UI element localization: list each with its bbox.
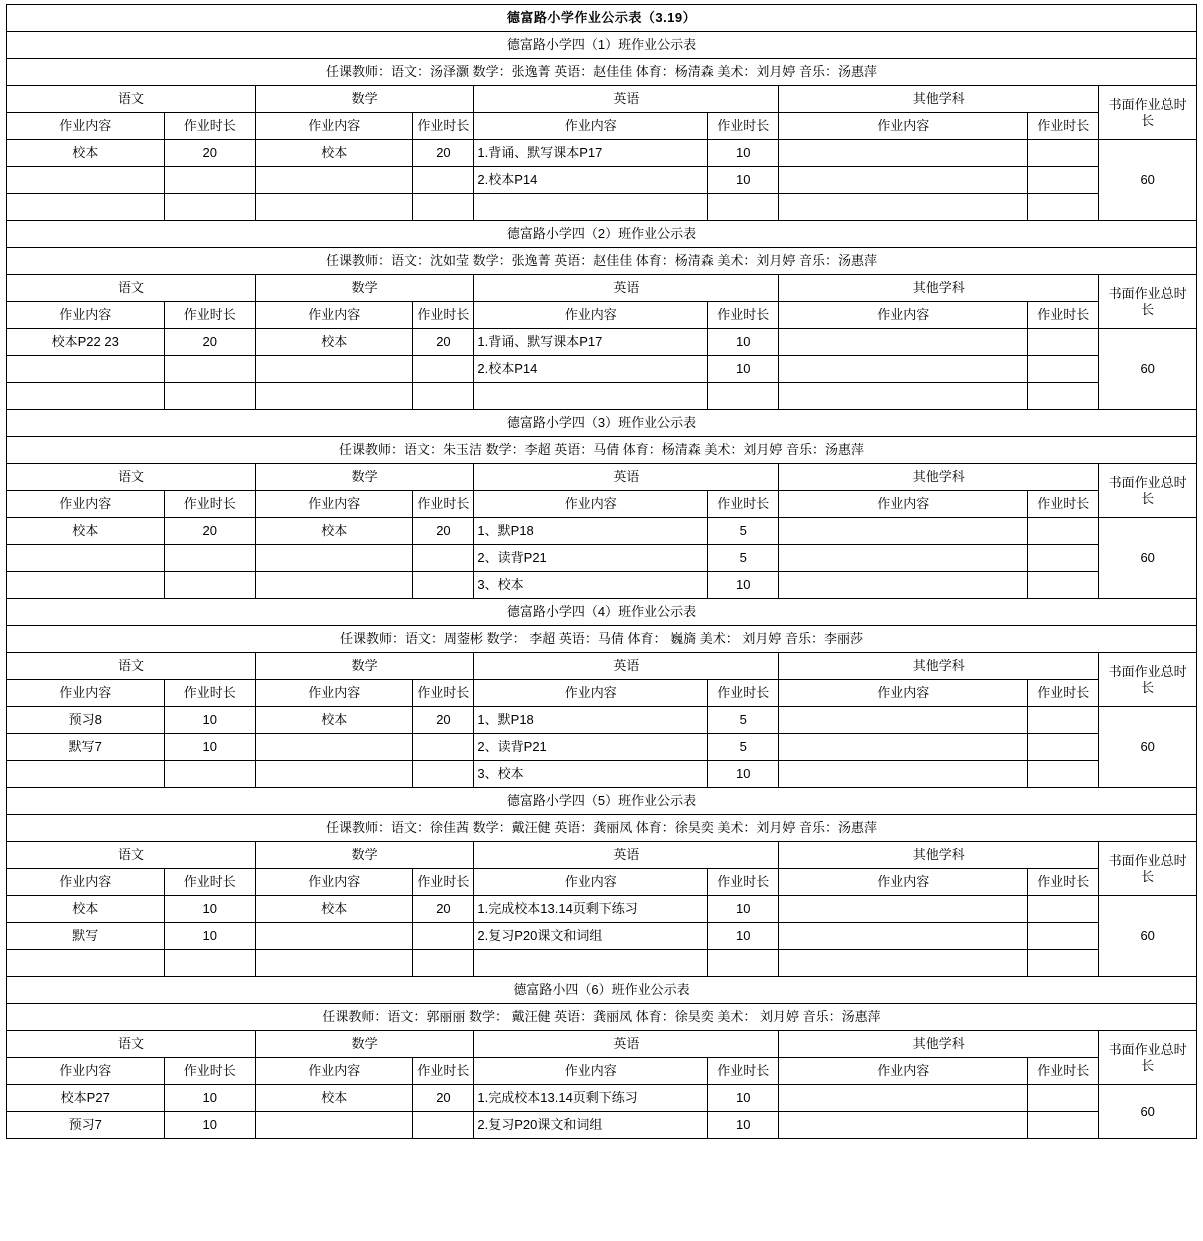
table-row bbox=[7, 1085, 1197, 1112]
cell-chinese-content[interactable]: 预习8 bbox=[7, 707, 165, 734]
header-duration-other: 作业时长 bbox=[1028, 113, 1099, 140]
cell-english-content[interactable]: 1.完成校本13.14页剩下练习 bbox=[474, 896, 708, 923]
cell-other-duration[interactable] bbox=[1028, 329, 1099, 356]
cell-chinese-duration[interactable] bbox=[164, 545, 255, 572]
header-duration-math: 作业时长 bbox=[413, 869, 474, 896]
cell-math-duration[interactable] bbox=[413, 761, 474, 788]
cell-english-content[interactable]: 2.校本P14 bbox=[474, 356, 708, 383]
cell-math-content[interactable] bbox=[255, 194, 413, 221]
subject-math: 数学 bbox=[255, 275, 473, 302]
cell-chinese-duration[interactable] bbox=[164, 761, 255, 788]
teacher-list: 任课教师：语文：沈如莹 数学：张逸菁 英语：赵佳佳 体育：杨清森 美术：刘月婷 音乐：汤惠萍 bbox=[7, 248, 1197, 275]
subject-other: 其他学科 bbox=[779, 464, 1099, 491]
subject-header-row bbox=[7, 275, 1197, 302]
cell-chinese-duration[interactable]: 20 bbox=[164, 140, 255, 167]
cell-chinese-content[interactable]: 默写 bbox=[7, 923, 165, 950]
class-header: 德富路小学四（1）班作业公示表 bbox=[7, 32, 1197, 59]
cell-other-duration[interactable] bbox=[1028, 950, 1099, 977]
cell-chinese-content[interactable]: 校本P22 23 bbox=[7, 329, 165, 356]
cell-english-duration[interactable]: 5 bbox=[708, 734, 779, 761]
cell-other-content[interactable] bbox=[779, 329, 1028, 356]
header-content-other: 作业内容 bbox=[779, 1058, 1028, 1085]
cell-math-duration[interactable] bbox=[413, 1112, 474, 1139]
cell-english-content[interactable]: 1.完成校本13.14页剩下练习 bbox=[474, 1085, 708, 1112]
header-content-other: 作业内容 bbox=[779, 680, 1028, 707]
header-duration-math: 作业时长 bbox=[413, 680, 474, 707]
teacher-list: 任课教师：语文：周蓥彬 数学： 李超 英语：马倩 体育： 巍旖 美术： 刘月婷 音乐：李丽莎 bbox=[7, 626, 1197, 653]
class-header: 德富路小学四（5）班作业公示表 bbox=[7, 788, 1197, 815]
cell-chinese-content[interactable] bbox=[7, 545, 165, 572]
cell-math-content[interactable]: 校本 bbox=[255, 896, 413, 923]
cell-chinese-content[interactable] bbox=[7, 761, 165, 788]
header-content-chinese: 作业内容 bbox=[7, 491, 165, 518]
table-row bbox=[7, 167, 1197, 194]
cell-chinese-content[interactable]: 校本 bbox=[7, 140, 165, 167]
cell-chinese-duration[interactable] bbox=[164, 383, 255, 410]
header-content-other: 作业内容 bbox=[779, 869, 1028, 896]
header-total-duration: 书面作业总时长 bbox=[1099, 86, 1197, 140]
cell-english-duration[interactable] bbox=[708, 194, 779, 221]
class-header-row bbox=[7, 788, 1197, 815]
column-header-row bbox=[7, 113, 1197, 140]
table-row bbox=[7, 383, 1197, 410]
cell-chinese-content[interactable] bbox=[7, 383, 165, 410]
header-duration-math: 作业时长 bbox=[413, 491, 474, 518]
header-total-duration: 书面作业总时长 bbox=[1099, 275, 1197, 329]
table-row bbox=[7, 572, 1197, 599]
cell-english-duration[interactable]: 10 bbox=[708, 167, 779, 194]
class-header: 德富路小学四（3）班作业公示表 bbox=[7, 410, 1197, 437]
subject-header-row bbox=[7, 86, 1197, 113]
class-header: 德富路小学四（4）班作业公示表 bbox=[7, 599, 1197, 626]
cell-chinese-content[interactable]: 预习7 bbox=[7, 1112, 165, 1139]
subject-header-row bbox=[7, 464, 1197, 491]
cell-math-content[interactable] bbox=[255, 383, 413, 410]
header-total-duration: 书面作业总时长 bbox=[1099, 653, 1197, 707]
cell-chinese-content[interactable]: 默写7 bbox=[7, 734, 165, 761]
header-duration-chinese: 作业时长 bbox=[164, 680, 255, 707]
header-duration-other: 作业时长 bbox=[1028, 1058, 1099, 1085]
cell-other-content[interactable] bbox=[779, 545, 1028, 572]
class-header: 德富路小学四（2）班作业公示表 bbox=[7, 221, 1197, 248]
cell-total-duration[interactable]: 60 bbox=[1099, 329, 1197, 410]
table-row bbox=[7, 518, 1197, 545]
cell-math-duration[interactable]: 20 bbox=[413, 518, 474, 545]
cell-chinese-duration[interactable]: 10 bbox=[164, 707, 255, 734]
cell-math-duration[interactable] bbox=[413, 545, 474, 572]
table-row bbox=[7, 734, 1197, 761]
subject-math: 数学 bbox=[255, 842, 473, 869]
cell-other-duration[interactable] bbox=[1028, 356, 1099, 383]
cell-english-duration[interactable]: 5 bbox=[708, 707, 779, 734]
cell-english-duration[interactable]: 10 bbox=[708, 572, 779, 599]
teacher-list: 任课教师：语文：朱玉洁 数学：李超 英语：马倩 体育：杨清森 美术：刘月婷 音乐：汤惠萍 bbox=[7, 437, 1197, 464]
subject-math: 数学 bbox=[255, 86, 473, 113]
header-duration-other: 作业时长 bbox=[1028, 491, 1099, 518]
subject-english: 英语 bbox=[474, 842, 779, 869]
cell-english-content[interactable]: 1.背诵、默写课本P17 bbox=[474, 140, 708, 167]
cell-chinese-content[interactable] bbox=[7, 950, 165, 977]
table-row bbox=[7, 761, 1197, 788]
header-content-other: 作业内容 bbox=[779, 491, 1028, 518]
subject-chinese: 语文 bbox=[7, 842, 256, 869]
cell-english-duration[interactable]: 5 bbox=[708, 545, 779, 572]
subject-english: 英语 bbox=[474, 1031, 779, 1058]
cell-total-duration[interactable]: 60 bbox=[1099, 707, 1197, 788]
table-row bbox=[7, 707, 1197, 734]
subject-other: 其他学科 bbox=[779, 1031, 1099, 1058]
header-content-english: 作业内容 bbox=[474, 491, 708, 518]
cell-other-content[interactable] bbox=[779, 518, 1028, 545]
cell-chinese-duration[interactable] bbox=[164, 572, 255, 599]
header-duration-chinese: 作业时长 bbox=[164, 302, 255, 329]
teacher-list: 任课教师：语文：徐佳茜 数学：戴汪健 英语：龚丽凤 体育：徐昊奕 美术：刘月婷 音乐：汤惠萍 bbox=[7, 815, 1197, 842]
cell-other-duration[interactable] bbox=[1028, 194, 1099, 221]
cell-chinese-content[interactable] bbox=[7, 194, 165, 221]
header-duration-chinese: 作业时长 bbox=[164, 869, 255, 896]
table-row bbox=[7, 896, 1197, 923]
cell-other-duration[interactable] bbox=[1028, 707, 1099, 734]
cell-english-content[interactable]: 1.背诵、默写课本P17 bbox=[474, 329, 708, 356]
cell-chinese-duration[interactable]: 20 bbox=[164, 329, 255, 356]
table-row bbox=[7, 329, 1197, 356]
cell-other-duration[interactable] bbox=[1028, 140, 1099, 167]
cell-english-duration[interactable]: 10 bbox=[708, 923, 779, 950]
header-duration-english: 作业时长 bbox=[708, 680, 779, 707]
cell-english-duration[interactable]: 5 bbox=[708, 518, 779, 545]
table-row bbox=[7, 140, 1197, 167]
cell-chinese-duration[interactable] bbox=[164, 167, 255, 194]
cell-other-duration[interactable] bbox=[1028, 896, 1099, 923]
subject-chinese: 语文 bbox=[7, 1031, 256, 1058]
cell-chinese-content[interactable]: 校本P27 bbox=[7, 1085, 165, 1112]
cell-math-content[interactable] bbox=[255, 356, 413, 383]
cell-english-content[interactable]: 2.复习P20课文和词组 bbox=[474, 1112, 708, 1139]
column-header-row bbox=[7, 491, 1197, 518]
cell-math-duration[interactable]: 20 bbox=[413, 896, 474, 923]
cell-math-duration[interactable]: 20 bbox=[413, 1085, 474, 1112]
cell-other-content[interactable] bbox=[779, 950, 1028, 977]
cell-other-content[interactable] bbox=[779, 1112, 1028, 1139]
cell-other-content[interactable] bbox=[779, 707, 1028, 734]
header-total-duration: 书面作业总时长 bbox=[1099, 1031, 1197, 1085]
header-content-chinese: 作业内容 bbox=[7, 680, 165, 707]
cell-other-duration[interactable] bbox=[1028, 572, 1099, 599]
subject-english: 英语 bbox=[474, 275, 779, 302]
table-body bbox=[7, 5, 1197, 1139]
cell-other-content[interactable] bbox=[779, 572, 1028, 599]
subject-chinese: 语文 bbox=[7, 653, 256, 680]
cell-total-duration[interactable]: 60 bbox=[1099, 518, 1197, 599]
cell-math-content[interactable] bbox=[255, 545, 413, 572]
cell-english-duration[interactable]: 10 bbox=[708, 356, 779, 383]
cell-math-content[interactable] bbox=[255, 167, 413, 194]
header-content-other: 作业内容 bbox=[779, 302, 1028, 329]
column-header-row bbox=[7, 1058, 1197, 1085]
class-header-row bbox=[7, 32, 1197, 59]
cell-chinese-duration[interactable]: 10 bbox=[164, 1112, 255, 1139]
subject-other: 其他学科 bbox=[779, 653, 1099, 680]
header-duration-english: 作业时长 bbox=[708, 869, 779, 896]
cell-math-duration[interactable] bbox=[413, 950, 474, 977]
subject-chinese: 语文 bbox=[7, 275, 256, 302]
cell-english-content[interactable] bbox=[474, 383, 708, 410]
teacher-list: 任课教师：语文：郭丽丽 数学： 戴汪健 英语：龚丽凤 体育：徐昊奕 美术： 刘月婷 音乐：汤惠萍 bbox=[7, 1004, 1197, 1031]
subject-header-row bbox=[7, 653, 1197, 680]
header-content-chinese: 作业内容 bbox=[7, 869, 165, 896]
subject-other: 其他学科 bbox=[779, 86, 1099, 113]
header-duration-chinese: 作业时长 bbox=[164, 113, 255, 140]
cell-english-content[interactable] bbox=[474, 950, 708, 977]
header-duration-english: 作业时长 bbox=[708, 491, 779, 518]
teacher-list: 任课教师：语文：汤泽灏 数学：张逸菁 英语：赵佳佳 体育：杨清森 美术：刘月婷 音乐：汤惠萍 bbox=[7, 59, 1197, 86]
header-content-english: 作业内容 bbox=[474, 113, 708, 140]
cell-other-duration[interactable] bbox=[1028, 923, 1099, 950]
subject-math: 数学 bbox=[255, 464, 473, 491]
header-content-english: 作业内容 bbox=[474, 680, 708, 707]
header-content-chinese: 作业内容 bbox=[7, 302, 165, 329]
column-header-row bbox=[7, 869, 1197, 896]
cell-math-duration[interactable] bbox=[413, 167, 474, 194]
cell-math-content[interactable]: 校本 bbox=[255, 329, 413, 356]
cell-chinese-duration[interactable]: 10 bbox=[164, 923, 255, 950]
cell-english-duration[interactable]: 10 bbox=[708, 329, 779, 356]
table-row bbox=[7, 194, 1197, 221]
homework-public-table bbox=[6, 4, 1197, 1139]
header-duration-math: 作业时长 bbox=[413, 302, 474, 329]
cell-chinese-duration[interactable]: 10 bbox=[164, 734, 255, 761]
cell-math-duration[interactable] bbox=[413, 923, 474, 950]
cell-english-content[interactable]: 3、校本 bbox=[474, 761, 708, 788]
cell-other-content[interactable] bbox=[779, 194, 1028, 221]
header-content-math: 作业内容 bbox=[255, 491, 413, 518]
table-row bbox=[7, 950, 1197, 977]
cell-other-content[interactable] bbox=[779, 356, 1028, 383]
subject-math: 数学 bbox=[255, 1031, 473, 1058]
cell-chinese-duration[interactable] bbox=[164, 356, 255, 383]
subject-other: 其他学科 bbox=[779, 842, 1099, 869]
cell-chinese-duration[interactable] bbox=[164, 950, 255, 977]
subject-header-row bbox=[7, 842, 1197, 869]
cell-math-content[interactable] bbox=[255, 923, 413, 950]
cell-other-content[interactable] bbox=[779, 140, 1028, 167]
cell-english-duration[interactable] bbox=[708, 950, 779, 977]
cell-math-duration[interactable] bbox=[413, 356, 474, 383]
cell-other-content[interactable] bbox=[779, 1085, 1028, 1112]
cell-english-duration[interactable]: 10 bbox=[708, 1085, 779, 1112]
cell-english-content[interactable]: 1、默P18 bbox=[474, 707, 708, 734]
header-duration-other: 作业时长 bbox=[1028, 680, 1099, 707]
class-header-row bbox=[7, 410, 1197, 437]
subject-chinese: 语文 bbox=[7, 86, 256, 113]
cell-math-content[interactable]: 校本 bbox=[255, 707, 413, 734]
cell-math-duration[interactable]: 20 bbox=[413, 329, 474, 356]
cell-chinese-duration[interactable]: 10 bbox=[164, 1085, 255, 1112]
cell-math-duration[interactable]: 20 bbox=[413, 707, 474, 734]
header-content-english: 作业内容 bbox=[474, 1058, 708, 1085]
header-content-math: 作业内容 bbox=[255, 302, 413, 329]
cell-other-content[interactable] bbox=[779, 167, 1028, 194]
cell-other-duration[interactable] bbox=[1028, 1112, 1099, 1139]
table-row bbox=[7, 356, 1197, 383]
cell-math-duration[interactable] bbox=[413, 734, 474, 761]
cell-math-content[interactable] bbox=[255, 761, 413, 788]
teacher-row bbox=[7, 815, 1197, 842]
cell-other-duration[interactable] bbox=[1028, 734, 1099, 761]
cell-math-content[interactable] bbox=[255, 734, 413, 761]
header-duration-other: 作业时长 bbox=[1028, 869, 1099, 896]
subject-english: 英语 bbox=[474, 86, 779, 113]
class-header-row bbox=[7, 221, 1197, 248]
header-duration-math: 作业时长 bbox=[413, 113, 474, 140]
cell-other-content[interactable] bbox=[779, 761, 1028, 788]
cell-math-content[interactable] bbox=[255, 572, 413, 599]
header-duration-english: 作业时长 bbox=[708, 113, 779, 140]
cell-english-content[interactable]: 2.校本P14 bbox=[474, 167, 708, 194]
cell-other-content[interactable] bbox=[779, 923, 1028, 950]
cell-other-duration[interactable] bbox=[1028, 761, 1099, 788]
cell-chinese-content[interactable] bbox=[7, 167, 165, 194]
class-header-row bbox=[7, 977, 1197, 1004]
header-total-duration: 书面作业总时长 bbox=[1099, 842, 1197, 896]
cell-other-duration[interactable] bbox=[1028, 518, 1099, 545]
cell-english-duration[interactable] bbox=[708, 383, 779, 410]
header-total-duration: 书面作业总时长 bbox=[1099, 464, 1197, 518]
cell-math-duration[interactable] bbox=[413, 383, 474, 410]
teacher-row bbox=[7, 248, 1197, 275]
cell-other-content[interactable] bbox=[779, 383, 1028, 410]
cell-english-duration[interactable]: 10 bbox=[708, 761, 779, 788]
title-row bbox=[7, 5, 1197, 32]
header-content-math: 作业内容 bbox=[255, 113, 413, 140]
cell-other-content[interactable] bbox=[779, 734, 1028, 761]
subject-chinese: 语文 bbox=[7, 464, 256, 491]
cell-english-content[interactable]: 3、校本 bbox=[474, 572, 708, 599]
teacher-row bbox=[7, 59, 1197, 86]
header-content-chinese: 作业内容 bbox=[7, 1058, 165, 1085]
cell-total-duration[interactable]: 60 bbox=[1099, 896, 1197, 977]
header-content-chinese: 作业内容 bbox=[7, 113, 165, 140]
cell-english-content[interactable]: 2.复习P20课文和词组 bbox=[474, 923, 708, 950]
cell-math-content[interactable] bbox=[255, 950, 413, 977]
cell-chinese-content[interactable]: 校本 bbox=[7, 896, 165, 923]
cell-other-duration[interactable] bbox=[1028, 1085, 1099, 1112]
cell-math-content[interactable]: 校本 bbox=[255, 140, 413, 167]
header-content-other: 作业内容 bbox=[779, 113, 1028, 140]
cell-math-content[interactable] bbox=[255, 1112, 413, 1139]
header-duration-math: 作业时长 bbox=[413, 1058, 474, 1085]
header-content-math: 作业内容 bbox=[255, 869, 413, 896]
header-content-math: 作业内容 bbox=[255, 680, 413, 707]
cell-math-duration[interactable] bbox=[413, 194, 474, 221]
header-duration-english: 作业时长 bbox=[708, 1058, 779, 1085]
header-duration-chinese: 作业时长 bbox=[164, 491, 255, 518]
teacher-row bbox=[7, 437, 1197, 464]
table-row bbox=[7, 1112, 1197, 1139]
cell-total-duration[interactable]: 60 bbox=[1099, 1085, 1197, 1139]
page-title: 德富路小学作业公示表（3.19） bbox=[7, 5, 1197, 32]
cell-english-duration[interactable]: 10 bbox=[708, 140, 779, 167]
teacher-row bbox=[7, 1004, 1197, 1031]
cell-math-content[interactable]: 校本 bbox=[255, 518, 413, 545]
subject-header-row bbox=[7, 1031, 1197, 1058]
header-duration-english: 作业时长 bbox=[708, 302, 779, 329]
class-header-row bbox=[7, 599, 1197, 626]
subject-math: 数学 bbox=[255, 653, 473, 680]
table-row bbox=[7, 923, 1197, 950]
cell-total-duration[interactable]: 60 bbox=[1099, 140, 1197, 221]
subject-english: 英语 bbox=[474, 464, 779, 491]
cell-english-content[interactable]: 2、读背P21 bbox=[474, 734, 708, 761]
column-header-row bbox=[7, 302, 1197, 329]
header-content-english: 作业内容 bbox=[474, 869, 708, 896]
cell-other-duration[interactable] bbox=[1028, 545, 1099, 572]
cell-english-content[interactable] bbox=[474, 194, 708, 221]
cell-chinese-content[interactable] bbox=[7, 356, 165, 383]
cell-chinese-duration[interactable]: 10 bbox=[164, 896, 255, 923]
subject-other: 其他学科 bbox=[779, 275, 1099, 302]
cell-english-content[interactable]: 1、默P18 bbox=[474, 518, 708, 545]
class-header: 德富路小四（6）班作业公示表 bbox=[7, 977, 1197, 1004]
cell-english-content[interactable]: 2、读背P21 bbox=[474, 545, 708, 572]
header-duration-chinese: 作业时长 bbox=[164, 1058, 255, 1085]
cell-english-duration[interactable]: 10 bbox=[708, 1112, 779, 1139]
cell-english-duration[interactable]: 10 bbox=[708, 896, 779, 923]
cell-other-duration[interactable] bbox=[1028, 167, 1099, 194]
header-content-math: 作业内容 bbox=[255, 1058, 413, 1085]
column-header-row bbox=[7, 680, 1197, 707]
teacher-row bbox=[7, 626, 1197, 653]
cell-math-content[interactable]: 校本 bbox=[255, 1085, 413, 1112]
cell-chinese-content[interactable] bbox=[7, 572, 165, 599]
cell-chinese-duration[interactable] bbox=[164, 194, 255, 221]
cell-chinese-content[interactable]: 校本 bbox=[7, 518, 165, 545]
cell-chinese-duration[interactable]: 20 bbox=[164, 518, 255, 545]
cell-math-duration[interactable] bbox=[413, 572, 474, 599]
cell-other-content[interactable] bbox=[779, 896, 1028, 923]
cell-other-duration[interactable] bbox=[1028, 383, 1099, 410]
cell-math-duration[interactable]: 20 bbox=[413, 140, 474, 167]
header-content-english: 作业内容 bbox=[474, 302, 708, 329]
header-duration-other: 作业时长 bbox=[1028, 302, 1099, 329]
subject-english: 英语 bbox=[474, 653, 779, 680]
table-row bbox=[7, 545, 1197, 572]
